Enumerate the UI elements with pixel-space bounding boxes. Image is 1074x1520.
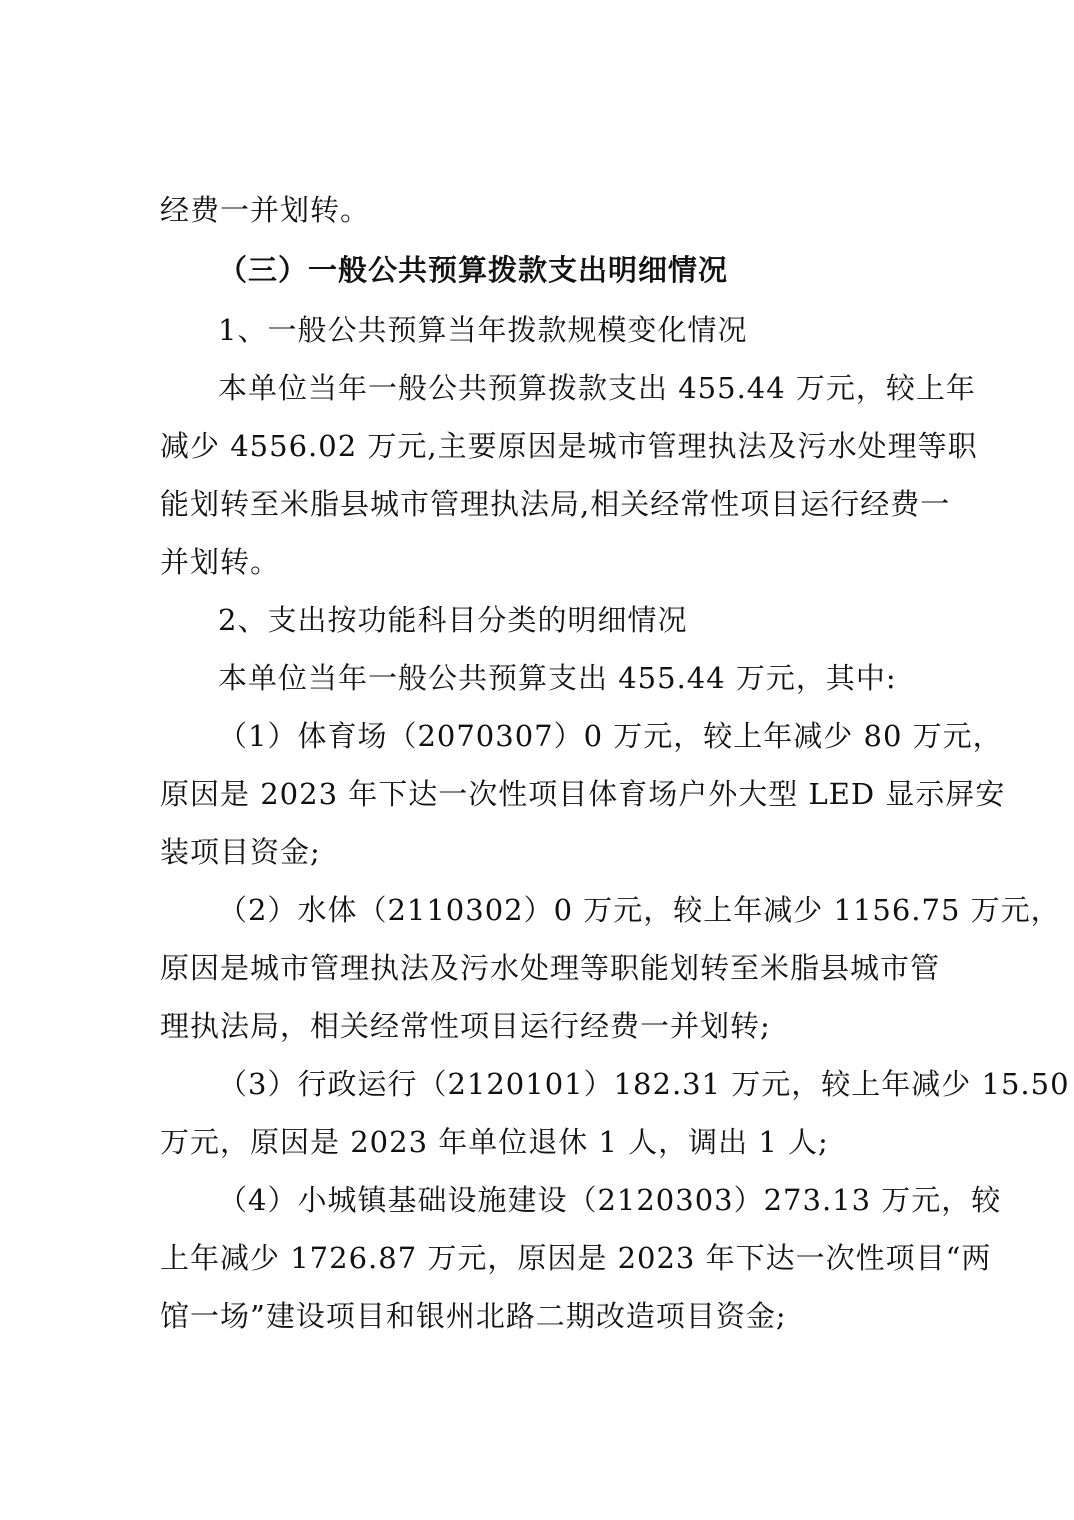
- list-item-line: 万元，原因是 2023 年单位退休 1 人，调出 1 人;: [160, 1125, 829, 1159]
- list-item-line: 上年减少 1726.87 万元，原因是 2023 年下达一次性项目“两: [160, 1241, 992, 1275]
- list-item-line: （3）行政运行（2120101）182.31 万元，较上年减少 15.50: [218, 1067, 1070, 1101]
- paragraph-continuation-line: 经费一并划转。: [160, 193, 371, 227]
- paragraph-line: 减少 4556.02 万元,主要原因是城市管理执法及污水处理等职: [160, 429, 978, 463]
- list-item-line: （2）水体（2110302）0 万元，较上年减少 1156.75 万元，: [218, 893, 1061, 927]
- paragraph-line: 并划转。: [160, 545, 281, 579]
- list-item-line: 原因是 2023 年下达一次性项目体育场户外大型 LED 显示屏安: [160, 777, 1006, 811]
- paragraph-line: 本单位当年一般公共预算支出 455.44 万元，其中:: [218, 661, 897, 695]
- list-item-line: 装项目资金;: [160, 835, 321, 869]
- list-item-line: 原因是城市管理执法及污水处理等职能划转至米脂县城市管: [160, 951, 941, 985]
- list-item-line: 理执法局，相关经常性项目运行经费一并划转;: [160, 1009, 771, 1043]
- section-heading: （三）一般公共预算拨款支出明细情况: [218, 253, 729, 287]
- list-item-line: 馆一场”建设项目和银州北路二期改造项目资金;: [160, 1299, 787, 1333]
- list-item-line: （1）体育场（2070307）0 万元，较上年减少 80 万元，: [218, 719, 1003, 753]
- paragraph-line: 本单位当年一般公共预算拨款支出 455.44 万元，较上年: [218, 371, 976, 405]
- subsection-heading-1: 1、一般公共预算当年拨款规模变化情况: [218, 313, 748, 347]
- subsection-heading-2: 2、支出按功能科目分类的明细情况: [218, 603, 688, 637]
- paragraph-line: 能划转至米脂县城市管理执法局,相关经常性项目运行经费一: [160, 487, 951, 521]
- list-item-line: （4）小城镇基础设施建设（2120303）273.13 万元，较: [218, 1183, 1002, 1217]
